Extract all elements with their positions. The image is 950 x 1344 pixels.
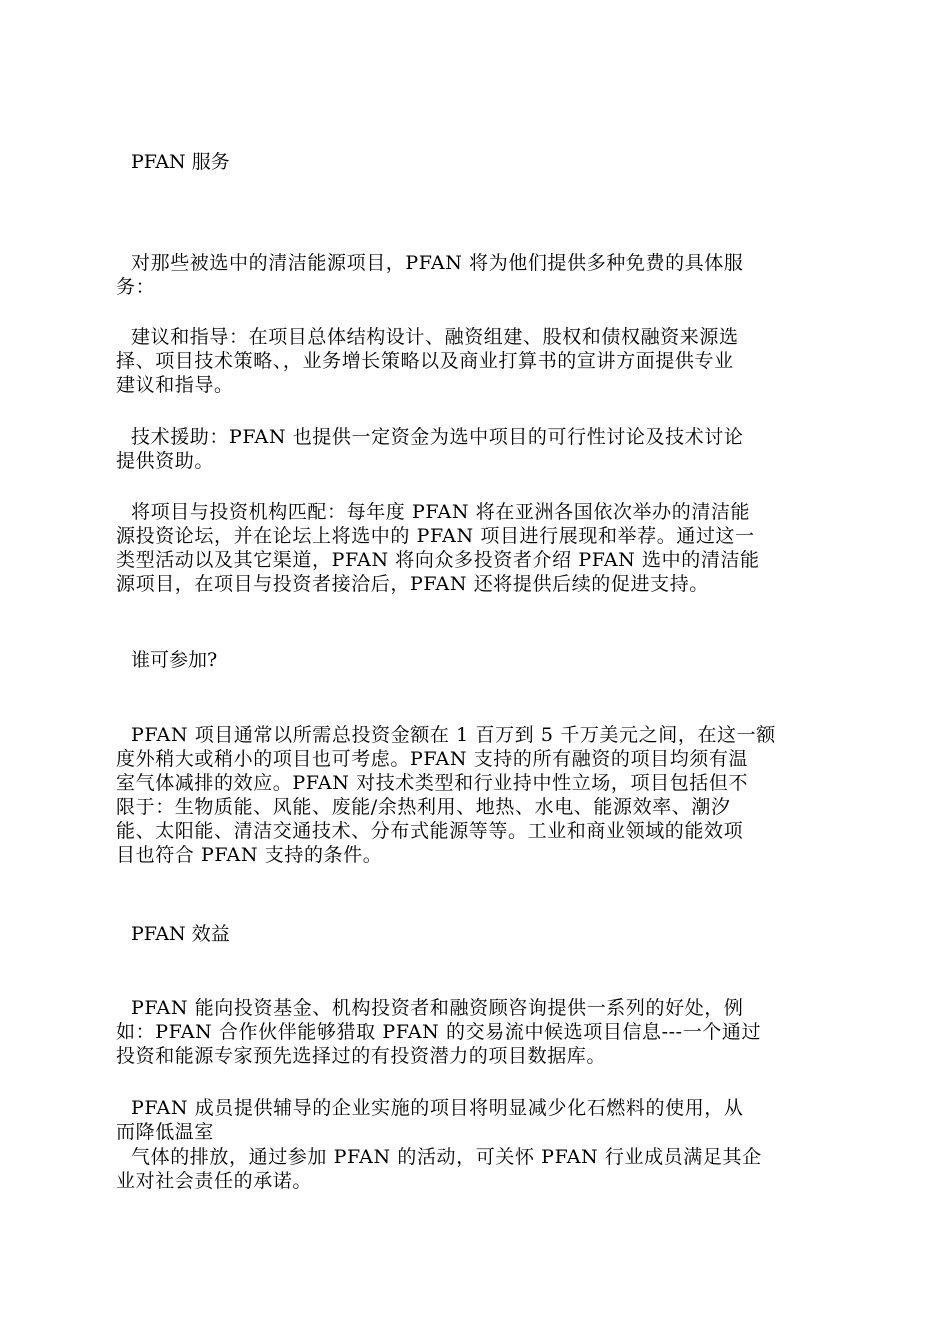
heading-pfan-benefits: PFAN 效益	[131, 923, 230, 945]
text-line: 室气体减排的效应。PFAN 对技术类型和行业持中性立场，项目包括但不	[116, 772, 749, 794]
text-line: 度外稍大或稍小的项目也可考虑。PFAN 支持的所有融资的项目均须有温	[116, 748, 749, 770]
text-line: 投资和能源专家预先选择过的有投资潜力的项目数据库。	[116, 1045, 607, 1067]
text-line: 限于：生物质能、风能、废能/余热利用、地热、水电、能源效率、潮汐	[116, 796, 731, 818]
text-line: 气体的排放，通过参加 PFAN 的活动，可关怀 PFAN 行业成员满足其企	[131, 1146, 762, 1168]
heading-who-can-join: 谁可参加?	[131, 649, 218, 671]
paragraph-advice-guidance	[116, 325, 836, 397]
paragraph-benefits-emissions	[116, 1096, 836, 1144]
text-line: 技术援助：PFAN 也提供一定资金为选中项目的可行性讨论及技术讨论	[131, 426, 744, 448]
paragraph-technical-assistance	[116, 425, 836, 473]
text-line: 目也符合 PFAN 支持的条件。	[116, 844, 383, 866]
text-line: PFAN 项目通常以所需总投资金额在 1 百万到 5 千万美元之间，在这一额	[131, 724, 776, 746]
heading-pfan-services: PFAN 服务	[131, 151, 230, 173]
paragraph-services-intro	[116, 251, 836, 299]
paragraph-investor-matching	[116, 500, 836, 596]
paragraph-eligibility	[116, 723, 836, 867]
text-line: 如：PFAN 合作伙伴能够猎取 PFAN 的交易流中候选项目信息---一个通过	[116, 1021, 762, 1043]
text-line: 源项目，在项目与投资者接洽后，PFAN 还将提供后续的促进支持。	[116, 573, 709, 595]
text-line: 建议和指导：在项目总体结构设计、融资组建、股权和债权融资来源选	[131, 326, 739, 348]
text-line: 而降低温室	[116, 1121, 215, 1143]
text-line: 提供资助。	[116, 450, 215, 472]
text-line: 能、太阳能、清洁交通技术、分布式能源等等。工业和商业领域的能效项	[116, 820, 744, 842]
text-line: 择、项目技术策略、，业务增长策略以及商业打算书的宣讲方面提供专业	[116, 350, 734, 372]
text-line: 业对社会责任的承诺。	[116, 1170, 313, 1192]
text-line: PFAN 能向投资基金、机构投资者和融资顾咨询提供一系列的好处，例	[131, 997, 744, 1019]
paragraph-benefits-csr	[116, 1145, 836, 1193]
text-line: 务：	[116, 276, 156, 298]
text-line: 建议和指导。	[116, 374, 234, 396]
text-line: 类型活动以及其它渠道，PFAN 将向众多投资者介绍 PFAN 选中的清洁能	[116, 549, 760, 571]
text-line: 源投资论坛，并在论坛上将选中的 PFAN 项目进行展现和举荐。通过这一	[116, 525, 755, 547]
text-line: 对那些被选中的清洁能源项目，PFAN 将为他们提供多种免费的具体服	[131, 252, 744, 274]
text-line: PFAN 成员提供辅导的企业实施的项目将明显减少化石燃料的使用，从	[131, 1097, 744, 1119]
text-line: 将项目与投资机构匹配：每年度 PFAN 将在亚洲各国依次举办的清洁能	[131, 501, 751, 523]
paragraph-benefits-investors	[116, 996, 836, 1068]
